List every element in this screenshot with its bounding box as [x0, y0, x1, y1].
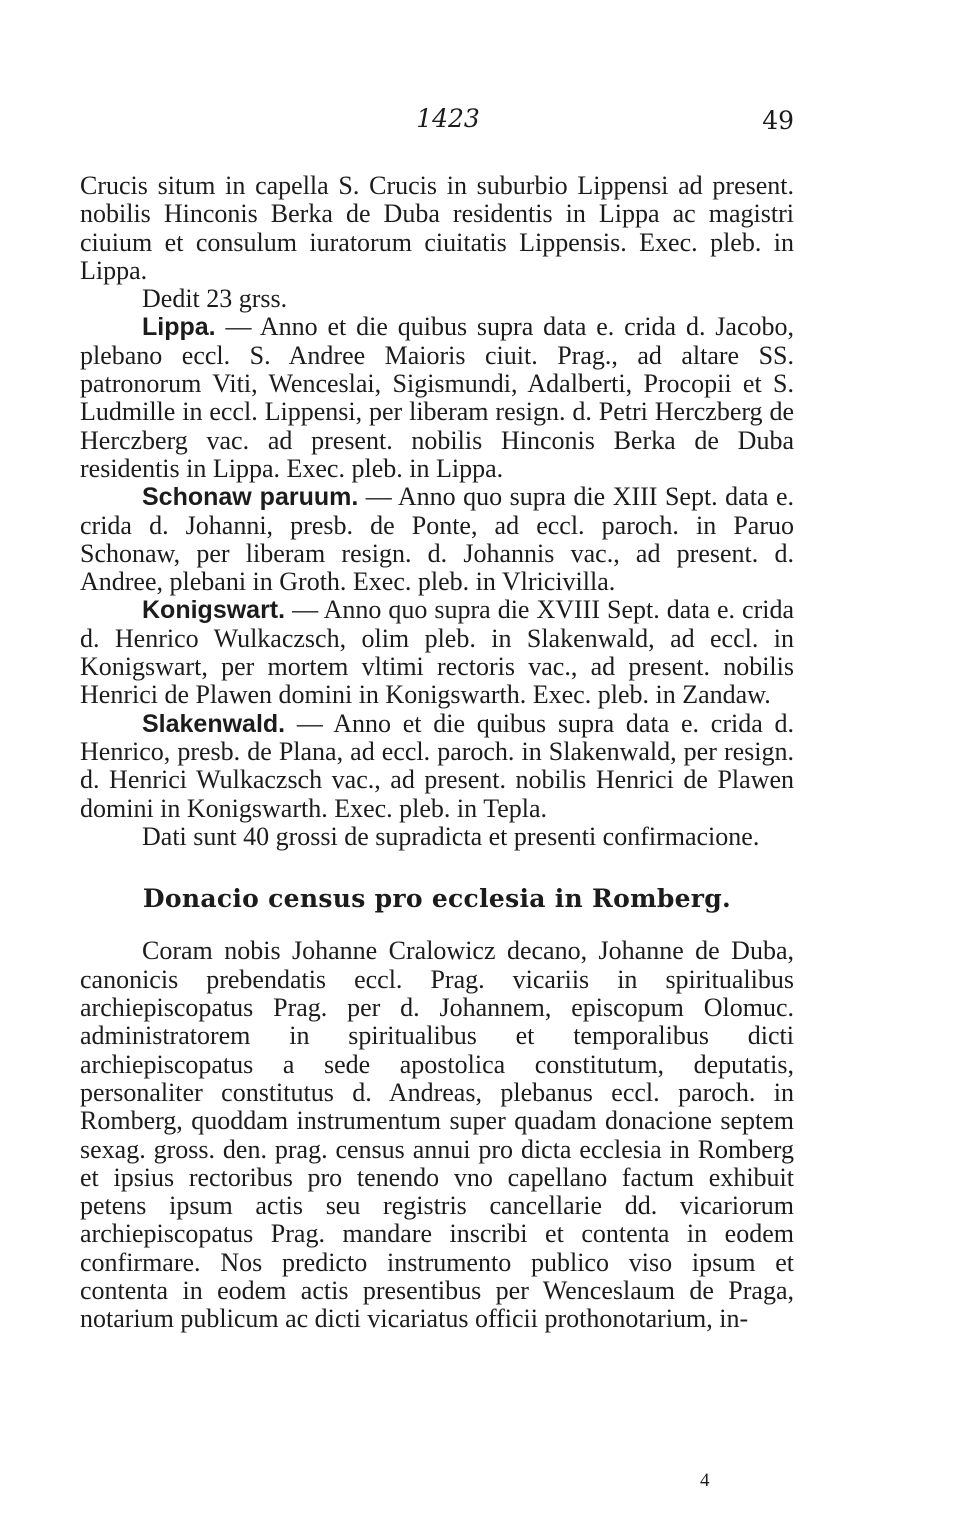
paragraph-fee: Dedit 23 grss.	[142, 284, 288, 314]
entry-lippa	[80, 313, 794, 483]
paragraph-fee-slakenwald: Dati sunt 40 grossi de supradicta et presenti confirmacione.	[142, 821, 760, 851]
section-body: Coram nobis Johanne Cralowicz decano, Johanne de Duba, canonicis prebendatis eccl. Prag. vicariis in spiritualibus archiepiscopatus Prag. per d. Johannem, episcopum Olomuc. administratorem in spiritualibus et temporalibus dicti archiepiscopatus a sede apostolica constitutum, deputatis, personaliter constitutus d. Andreas, plebanus eccl. paroch. in Romberg, quoddam instrumentum super quadam donacione septem sexag. gross. den. prag. census annui pro dicta ecclesia in Romberg et ipsius rectoribus pro tenendo vno capellano factum exhibuit petens ipsum actis seu registris cancellarie dd. vicariorum archiepiscopatus Prag. mandare inscribi et contenta in eodem confirmare. Nos predicto instrumento publico viso ipsum et contenta in eodem actis presentibus per Wenceslaum de Praga, notarium publicum ac dicti vicariatus officii prothonotarium, in-	[80, 936, 794, 1334]
entry-heading-konigswart: Konigswart.	[142, 596, 286, 625]
page-number: 49	[762, 106, 794, 135]
section-title: Donacio census pro ecclesia in Romberg.	[142, 884, 732, 914]
entry-text-schonaw: — Anno quo supra die XIII Sept. data e. crida d. Johanni, presb. de Ponte, ad eccl. paroch. in Paruo Schonaw, per liberam resign. d. Johannis vac., ad present. d. Andree, plebani in Groth. Exec. pleb. in Vlricivilla.	[80, 482, 794, 597]
paragraph-continuation: Crucis situm in capella S. Crucis in suburbio Lippensi ad present. nobilis Hinconis Berka de Duba residentis in Lippa ac magistri ciuium et consulum iuratorum ciuitatis Lippensis. Exec. pleb. in Lippa.	[80, 171, 794, 285]
entry-konigswart	[80, 596, 794, 709]
entry-text-lippa: — Anno et die quibus supra data e. crida d. Jacobo, plebano eccl. S. Andree Maioris ciuit. Prag., ad altare SS. patronorum Viti, Wenceslai, Sigismundi, Adalberti, Procopii et S. Ludmille in eccl. Lippensi, per liberam resign. d. Petri Herczberg de Herczberg vac. ad present. nobilis Hinconis Berka de Duba residentis in Lippa. Exec. pleb. in Lippa.	[80, 312, 794, 483]
page-body	[80, 172, 794, 1334]
entry-heading-lippa: Lippa.	[142, 313, 216, 342]
running-head-year: 1423	[416, 104, 480, 133]
entry-heading-schonaw: Schonaw paruum.	[142, 483, 359, 512]
entry-schonaw	[80, 483, 794, 596]
entry-slakenwald	[80, 710, 794, 823]
page-header	[80, 104, 794, 140]
entry-text-slakenwald: — Anno et die quibus supra data e. crida d. Henrico, presb. de Plana, ad eccl. paroch. in Slakenwald, per resign. d. Henrici Wulkaczsch vac., ad present. nobilis Henrici de Plawen domini in Konigswarth. Exec. pleb. in Tepla.	[80, 708, 794, 823]
entry-text-konigswart: — Anno quo supra die XVIII Sept. data e. crida d. Henrico Wulkaczsch, olim pleb. in Slakenwald, ad eccl. in Konigswart, per mortem vltimi rectoris vac., ad present. nobilis Henrici de Plawen domini in Konigswarth. Exec. pleb. in Zandaw.	[80, 595, 794, 710]
entry-heading-slakenwald: Slakenwald.	[142, 709, 286, 738]
signature-mark: 4	[700, 1470, 710, 1491]
